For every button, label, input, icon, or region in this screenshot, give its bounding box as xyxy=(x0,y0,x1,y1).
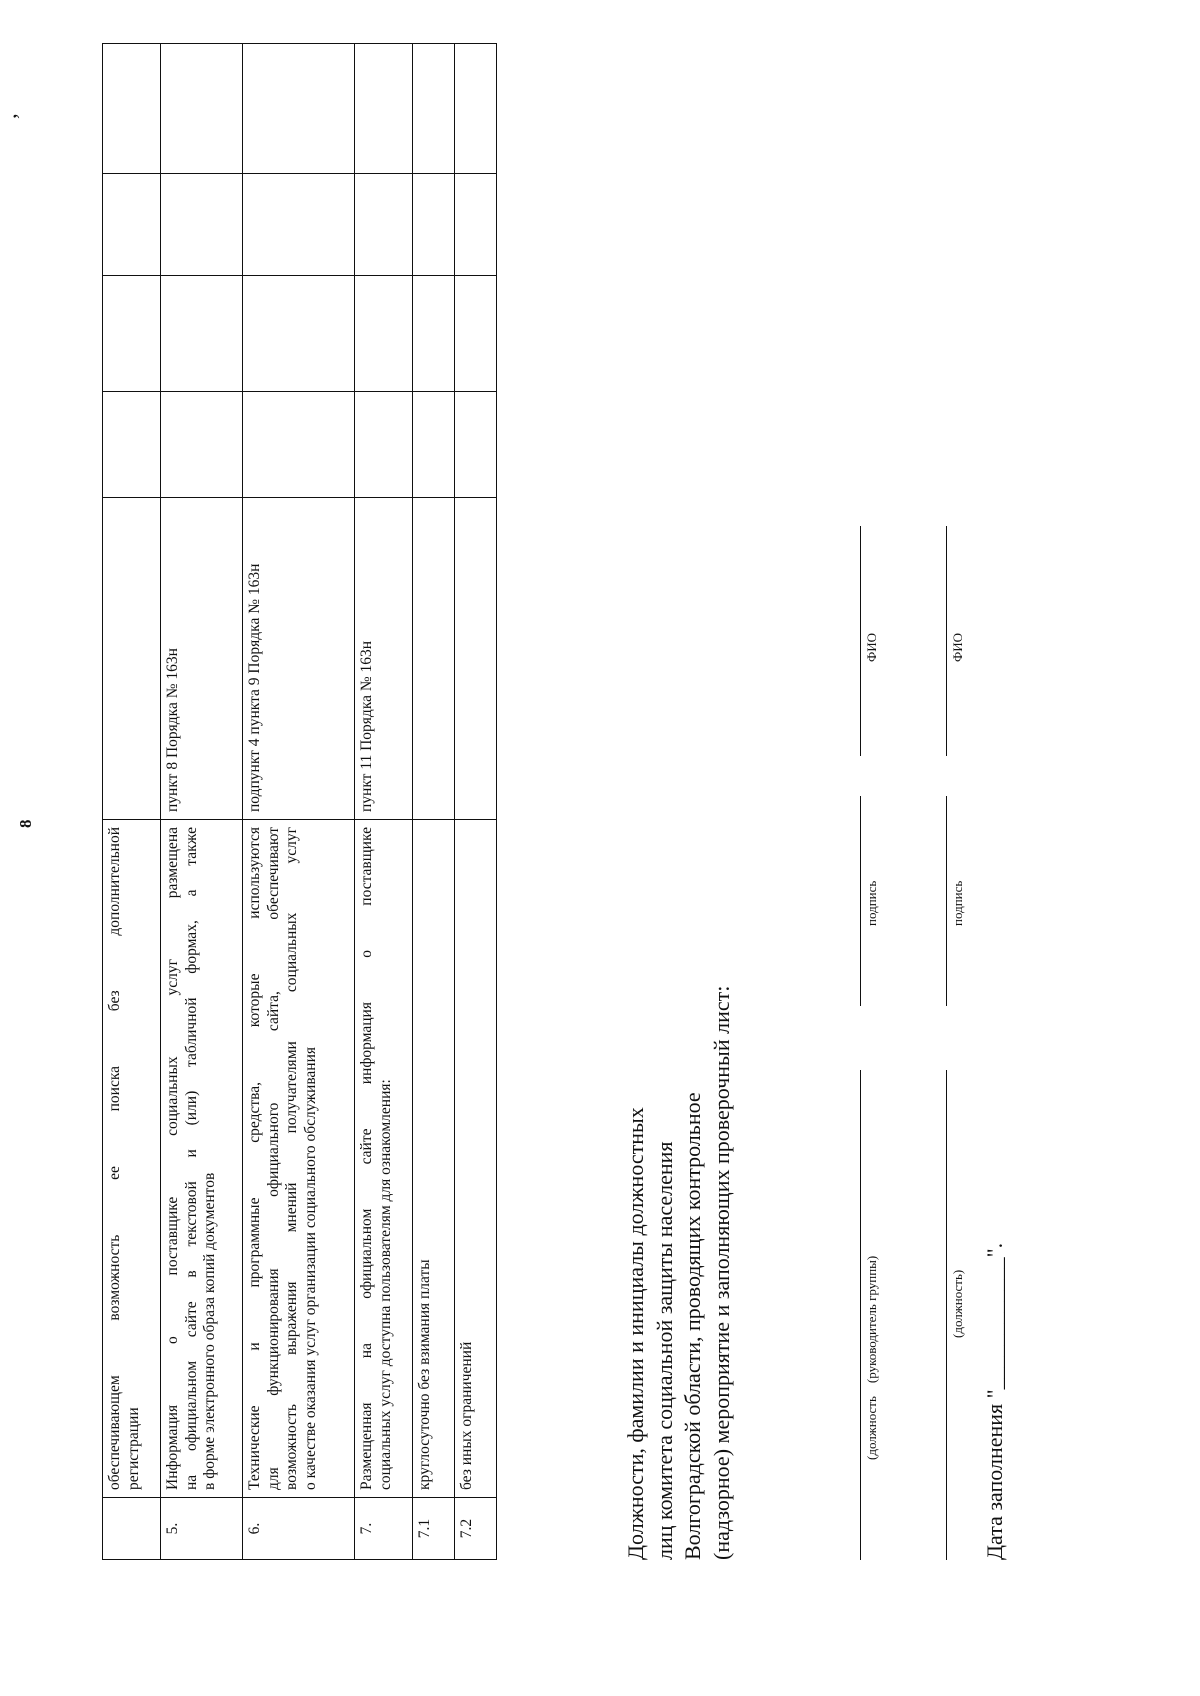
answer-no-cell[interactable] xyxy=(355,276,413,392)
legal-reference: пункт 11 Порядка № 163н xyxy=(355,498,413,820)
row-number: 7.2 xyxy=(455,1498,497,1560)
answer-no-cell[interactable] xyxy=(243,276,355,392)
checklist-table xyxy=(102,43,497,1560)
position-line-1 xyxy=(860,1070,861,1560)
name-line-2 xyxy=(946,526,947,756)
officials-caption xyxy=(622,986,736,1560)
legal-reference: пункт 8 Порядка № 163н xyxy=(161,498,243,820)
answer-note-cell[interactable] xyxy=(413,44,455,174)
requirement-text xyxy=(455,820,497,1498)
requirement-line: социальных услуг доступна пользователям для ознакомления: xyxy=(376,1079,394,1490)
answer-na-cell[interactable] xyxy=(355,174,413,276)
corner-mark: ’ xyxy=(8,112,33,120)
page-number: 8 xyxy=(16,819,35,828)
requirement-text xyxy=(103,820,161,1498)
signature-caption-1: подпись xyxy=(864,880,879,926)
row-number: 6. xyxy=(243,1498,355,1560)
caption-line: Волгоградской области, проводящих контрольное xyxy=(680,1092,706,1560)
legal-reference xyxy=(455,498,497,820)
answer-na-cell[interactable] xyxy=(243,174,355,276)
answer-note-cell[interactable] xyxy=(161,44,243,174)
row-number: 7.1 xyxy=(413,1498,455,1560)
answer-yes-cell[interactable] xyxy=(413,392,455,498)
signature-line-2 xyxy=(946,796,947,1006)
fill-date-label: Дата заполнения xyxy=(982,1403,1007,1560)
caption-line: лиц комитета социальной защиты населения xyxy=(651,1141,677,1560)
requirement-line: без иных ограничений xyxy=(458,1341,475,1490)
name-caption-2: ФИО xyxy=(950,632,965,662)
answer-na-cell[interactable] xyxy=(103,174,161,276)
caption-line: (надзорное) мероприятие и заполняющих проверочный лист: xyxy=(708,985,734,1560)
answer-yes-cell[interactable] xyxy=(455,392,497,498)
requirement-line: Технические и программные средства, которые используются xyxy=(246,827,263,1490)
name-line-1 xyxy=(860,526,861,756)
row-number xyxy=(103,1498,161,1560)
answer-no-cell[interactable] xyxy=(455,276,497,392)
answer-yes-cell[interactable] xyxy=(161,392,243,498)
requirement-text xyxy=(413,820,455,1498)
requirement-line: о качестве оказания услуг организации социального обслуживания xyxy=(301,1046,319,1490)
requirement-text xyxy=(161,820,243,1498)
answer-yes-cell[interactable] xyxy=(355,392,413,498)
caption-line: Должности, фамилии и инициалы должностных xyxy=(623,1107,648,1560)
table-row xyxy=(455,44,497,1560)
legal-reference xyxy=(413,498,455,820)
answer-na-cell[interactable] xyxy=(413,174,455,276)
requirement-line: Информация о поставщике социальных услуг размещена xyxy=(164,827,181,1490)
requirement-line: возможность выражения мнений получателями социальных услуг xyxy=(283,827,301,1490)
table-row xyxy=(161,44,243,1560)
signature-caption-2: подпись xyxy=(950,880,965,926)
answer-yes-cell[interactable] xyxy=(243,392,355,498)
name-caption-1: ФИО xyxy=(864,632,879,662)
signature-line-1 xyxy=(860,796,861,1006)
answer-note-cell[interactable] xyxy=(103,44,161,174)
table-row xyxy=(103,44,161,1560)
requirement-text xyxy=(355,820,413,1498)
answer-note-cell[interactable] xyxy=(355,44,413,174)
table-row xyxy=(413,44,455,1560)
row-number: 7. xyxy=(355,1498,413,1560)
requirement-line: круглосуточно без взимания платы xyxy=(416,1259,433,1490)
requirement-line: в форме электронного образа копий документов xyxy=(201,1172,219,1490)
row-number: 5. xyxy=(161,1498,243,1560)
requirement-line: для функционирования официального сайта, обеспечивают xyxy=(264,827,282,1490)
answer-na-cell[interactable] xyxy=(455,174,497,276)
position-line-2 xyxy=(946,1070,947,1560)
answer-no-cell[interactable] xyxy=(161,276,243,392)
position-caption-2: (должность) xyxy=(950,1269,965,1338)
legal-reference xyxy=(103,498,161,820)
answer-na-cell[interactable] xyxy=(161,174,243,276)
fill-date xyxy=(982,1243,1008,1560)
table-row xyxy=(243,44,355,1560)
answer-no-cell[interactable] xyxy=(103,276,161,392)
answer-note-cell[interactable] xyxy=(455,44,497,174)
legal-reference: подпункт 4 пункта 9 Порядка № 163н xyxy=(243,498,355,820)
requirement-line: обеспечивающем возможность ее поиска без дополнительной xyxy=(106,827,123,1490)
answer-note-cell[interactable] xyxy=(243,44,355,174)
answer-no-cell[interactable] xyxy=(413,276,455,392)
fill-date-blank: "____________". xyxy=(982,1242,1007,1399)
requirement-text xyxy=(243,820,355,1498)
table-row xyxy=(355,44,413,1560)
requirement-line: Размещенная на официальном сайте информация о поставщике xyxy=(358,827,375,1490)
answer-yes-cell[interactable] xyxy=(103,392,161,498)
requirement-line: на официальном сайте в текстовой и (или) табличной формах, а также xyxy=(182,827,200,1490)
position-caption-1: (должность (руководитель группы) xyxy=(864,1255,879,1460)
requirement-line: регистрации xyxy=(124,1407,142,1490)
